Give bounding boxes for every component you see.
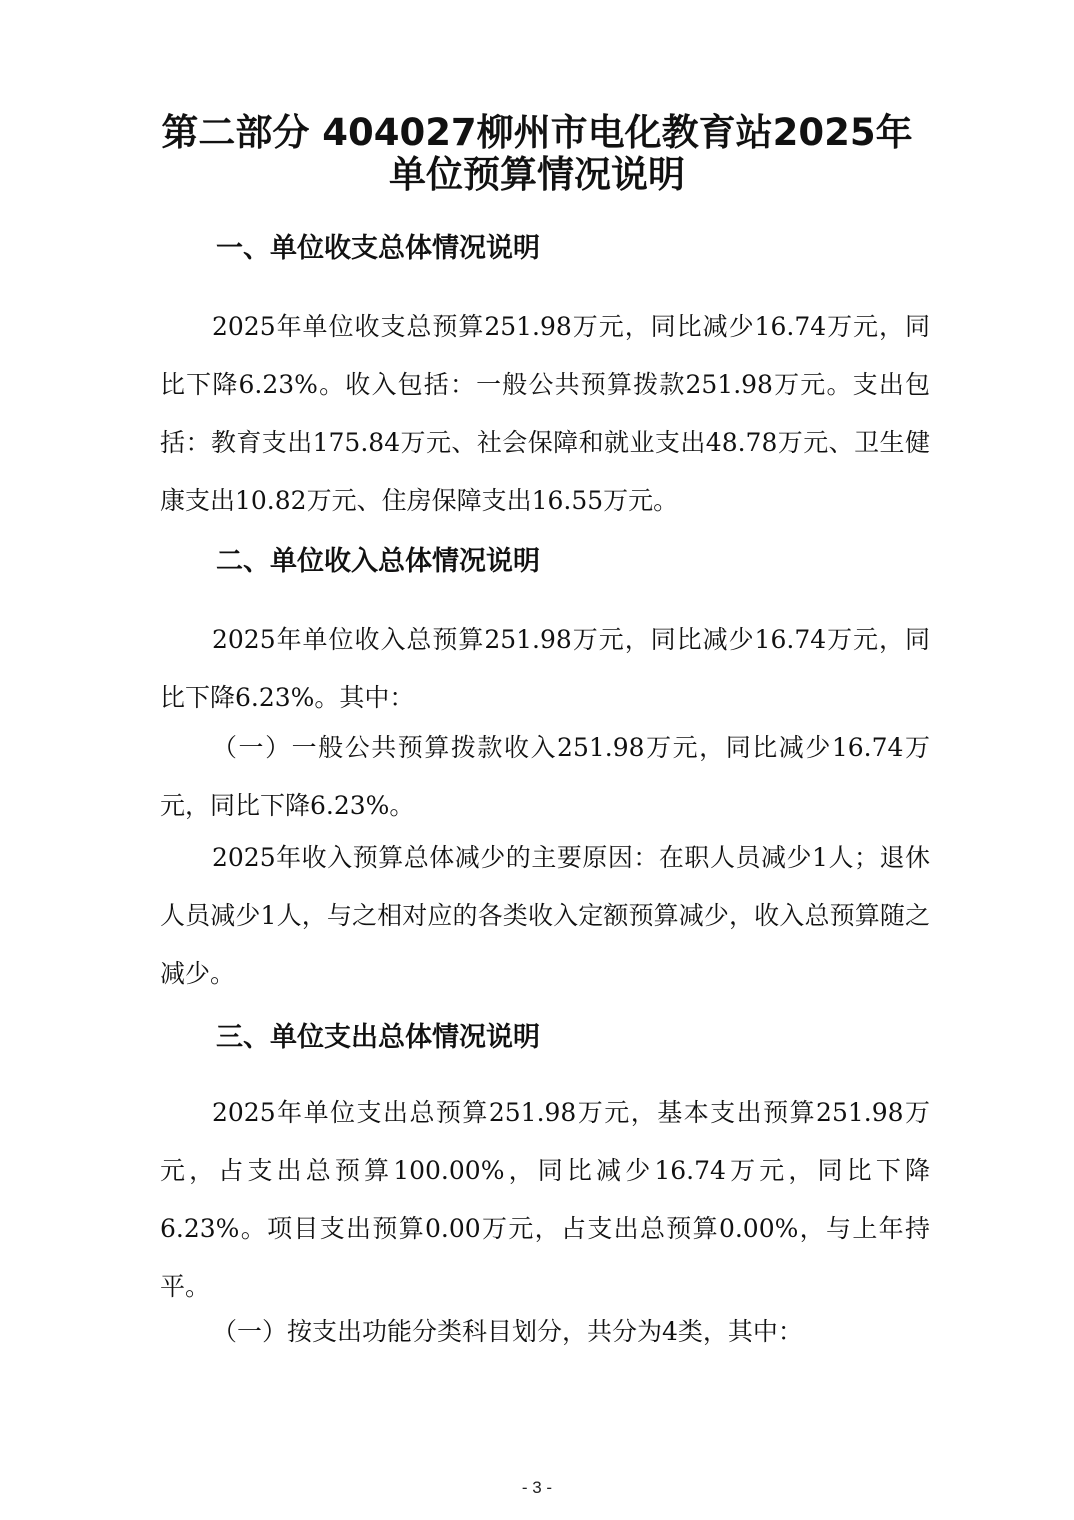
section-3-paragraph-2: （一）按支出功能分类科目划分，共分为4类，其中： (212, 1317, 803, 1346)
section-3-paragraph-1: 2025年单位支出总预算251.98万元，基本支出预算251.98万元，占支出总预算100.00%，同比减少16.74万元，同比下降6.23%。项目支出预算0.00万元，占支出总预算0.00%，与上年持平。 (160, 1098, 930, 1301)
page-title-line-1: 第二部分 404027柳州市电化教育站2025年 (161, 111, 913, 154)
section-2-paragraph-1: 2025年单位收入总预算251.98万元，同比减少16.74万元，同比下降6.23%。其中： (160, 625, 930, 712)
section-2-paragraph-2: （一）一般公共预算拨款收入251.98万元，同比减少16.74万元，同比下降6.23%。 (160, 733, 930, 820)
page-title-line-2: 单位预算情况说明 (389, 153, 685, 196)
section-2-heading: 二、单位收入总体情况说明 (216, 546, 540, 577)
section-1-heading: 一、单位收支总体情况说明 (216, 233, 540, 264)
page-number: - 3 - (521, 1478, 553, 1497)
section-2-paragraph-3: 2025年收入预算总体减少的主要原因：在职人员减少1人；退休人员减少1人，与之相对应的各类收入定额预算减少，收入总预算随之减少。 (160, 843, 930, 988)
section-1-paragraph-1: 2025年单位收支总预算251.98万元，同比减少16.74万元，同比下降6.23%。收入包括：一般公共预算拨款251.98万元。支出包括：教育支出175.84万元、社会保障和就业支出48.78万元、卫生健康支出10.82万元、住房保障支出16.55万元。 (160, 312, 930, 515)
section-3-heading: 三、单位支出总体情况说明 (216, 1022, 540, 1053)
